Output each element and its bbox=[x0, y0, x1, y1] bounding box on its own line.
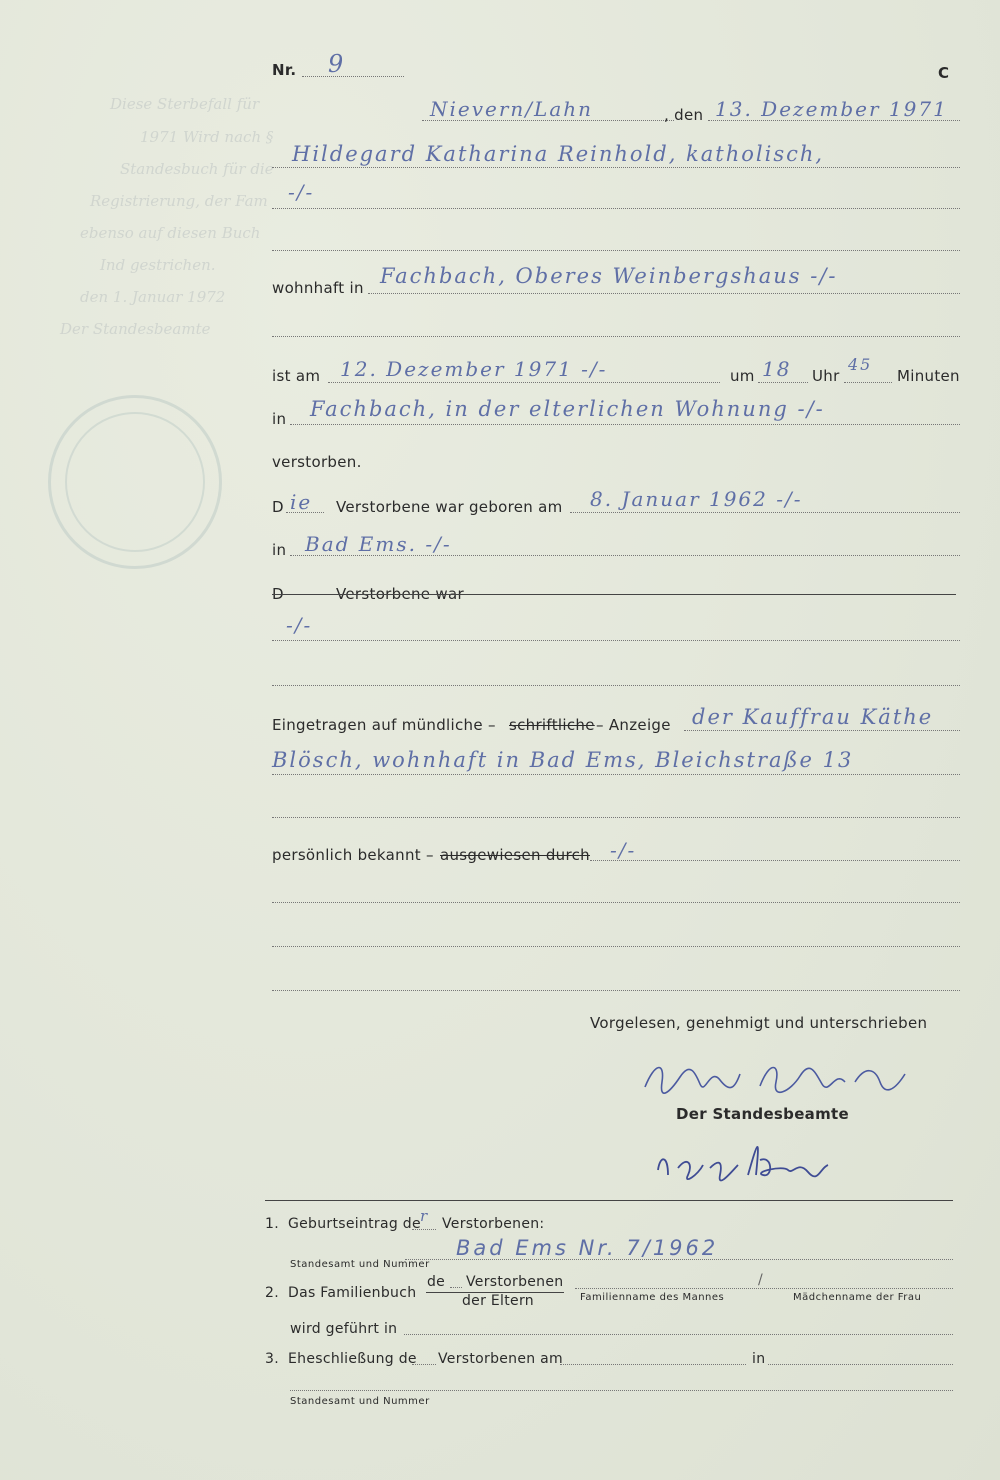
marital-label: Verstorbene war bbox=[336, 585, 464, 603]
registrar-label: Der Standesbeamte bbox=[676, 1105, 849, 1123]
minutes-value: 45 bbox=[848, 355, 873, 374]
note-2-slash: / bbox=[758, 1272, 764, 1288]
birth-prefix: D bbox=[272, 498, 284, 516]
birth-place-value: Bad Ems. -/- bbox=[305, 532, 452, 556]
registration-value-2: Blösch, wohnhaft in Bad Ems, Bleichstraße 13 bbox=[272, 748, 854, 772]
den-label: , den bbox=[664, 106, 704, 124]
marital-line-2 bbox=[272, 640, 960, 641]
note-2-top-de: de bbox=[427, 1274, 446, 1290]
ghost-line-7: den 1. Januar 1972 bbox=[80, 288, 226, 306]
place-value: Nievern/Lahn bbox=[430, 97, 594, 121]
residence-line bbox=[368, 293, 960, 294]
note-3-in-label: in bbox=[752, 1351, 766, 1367]
registration-line-3 bbox=[272, 817, 960, 818]
nr-value: 9 bbox=[328, 50, 346, 78]
note-1-article-line bbox=[412, 1229, 436, 1230]
birth-article-suffix: ie bbox=[290, 490, 313, 514]
informant-underline-3 bbox=[272, 250, 960, 251]
note-3-standesamt-label: Standesamt und Nummer bbox=[290, 1396, 430, 1407]
ghost-line-5: ebenso auf diesen Buch bbox=[80, 224, 261, 242]
read-approved-label: Vorgelesen, genehmigt und unterschrieben bbox=[590, 1014, 928, 1032]
marital-prefix: D bbox=[272, 585, 284, 603]
identification-struck: ausgewiesen durch bbox=[440, 846, 590, 864]
notes-separator bbox=[265, 1200, 953, 1201]
informant-underline-1 bbox=[272, 167, 960, 168]
ghost-line-8: Der Standesbeamte bbox=[60, 320, 211, 338]
death-place-value: Fachbach, in der elterlichen Wohnung -/- bbox=[310, 397, 825, 421]
informant-underline-2 bbox=[272, 208, 960, 209]
note-2-line bbox=[575, 1288, 953, 1289]
registration-struck: schriftliche bbox=[509, 716, 595, 734]
death-date-line bbox=[328, 382, 720, 383]
informant-signature bbox=[640, 1052, 920, 1108]
note-3-number: 3. bbox=[265, 1351, 279, 1367]
hour-value: 18 bbox=[762, 357, 792, 381]
identification-value: -/- bbox=[610, 838, 637, 862]
hour-line bbox=[758, 382, 808, 383]
identification-line-3 bbox=[272, 946, 960, 947]
marital-strike-line bbox=[272, 594, 956, 595]
minutes-line bbox=[844, 382, 892, 383]
birth-date-value: 8. Januar 1962 -/- bbox=[590, 487, 803, 511]
note-2-top-line bbox=[450, 1287, 462, 1288]
informant-line-1: Hildegard Katharina Reinhold, katholisch, bbox=[292, 142, 825, 166]
ghost-line-3: Standesbuch für die bbox=[120, 160, 274, 178]
minuten-label: Minuten bbox=[897, 367, 960, 385]
registration-label: Eingetragen auf mündliche – bbox=[272, 716, 496, 734]
death-date-label: ist am bbox=[272, 367, 321, 385]
death-place-label: in bbox=[272, 410, 287, 428]
ghost-line-1: Diese Sterbefall für bbox=[110, 95, 260, 113]
registration-value-1: der Kauffrau Käthe bbox=[692, 705, 934, 729]
note-1-number: 1. bbox=[265, 1216, 279, 1232]
note-1-label: Geburtseintrag de bbox=[288, 1216, 421, 1232]
uhr-label: Uhr bbox=[812, 367, 840, 385]
note-1-standesamt-label: Standesamt und Nummer bbox=[290, 1259, 430, 1270]
verstorben-label: verstorben. bbox=[272, 453, 362, 471]
note-3-line-2 bbox=[290, 1390, 953, 1391]
identification-line-2 bbox=[272, 902, 960, 903]
note-2-number: 2. bbox=[265, 1285, 279, 1301]
husband-name-label: Familienname des Mannes bbox=[580, 1292, 725, 1303]
note-2-bottom-label: der Eltern bbox=[462, 1293, 534, 1309]
registration-label-b: – Anzeige bbox=[596, 716, 671, 734]
note-3-date-line bbox=[560, 1364, 746, 1365]
note-1-article-suffix: r bbox=[420, 1207, 430, 1225]
marital-line-3 bbox=[272, 685, 960, 686]
nr-line bbox=[302, 76, 404, 77]
note-3-place-line bbox=[768, 1364, 953, 1365]
wife-name-label: Mädchenname der Frau bbox=[793, 1292, 922, 1303]
identification-label: persönlich bekannt – bbox=[272, 846, 434, 864]
note-1-value: Bad Ems Nr. 7/1962 bbox=[456, 1236, 719, 1260]
death-date-value: 12. Dezember 1971 -/- bbox=[340, 357, 608, 381]
note-3-label: Eheschließung de bbox=[288, 1351, 417, 1367]
form-letter: C bbox=[938, 64, 950, 82]
faded-seal-stamp bbox=[48, 395, 222, 569]
note-3-label-2: Verstorbenen am bbox=[438, 1351, 563, 1367]
residence-line-2 bbox=[272, 336, 960, 337]
birth-label: Verstorbene war geboren am bbox=[336, 498, 563, 516]
birth-place-label: in bbox=[272, 541, 287, 559]
informant-line-2: -/- bbox=[288, 180, 315, 204]
note-1-label-2: Verstorbenen: bbox=[442, 1216, 545, 1232]
ghost-line-2: 1971 Wird nach § bbox=[140, 128, 274, 146]
um-label: um bbox=[730, 367, 755, 385]
note-2-top-label: Verstorbenen bbox=[466, 1274, 564, 1290]
date-value: 13. Dezember 1971 bbox=[715, 97, 948, 121]
note-2-cont-label: wird geführt in bbox=[290, 1321, 398, 1337]
death-place-line bbox=[290, 424, 960, 425]
note-2-label: Das Familienbuch bbox=[288, 1285, 417, 1301]
registration-line-1 bbox=[684, 730, 960, 731]
note-2-cont-line bbox=[404, 1334, 953, 1335]
ghost-line-6: Ind gestrichen. bbox=[100, 256, 216, 274]
residence-value: Fachbach, Oberes Weinbergshaus -/- bbox=[380, 264, 838, 288]
registrar-signature bbox=[648, 1130, 838, 1196]
note-3-article-line bbox=[412, 1364, 436, 1365]
registration-line-2 bbox=[272, 774, 960, 775]
residence-label: wohnhaft in bbox=[272, 279, 364, 297]
birth-date-line bbox=[570, 512, 960, 513]
identification-line bbox=[590, 860, 960, 861]
marital-value: -/- bbox=[286, 613, 313, 637]
ghost-line-4: Registrierung, der Fam bbox=[90, 192, 268, 210]
nr-label: Nr. bbox=[272, 61, 297, 79]
note-1-line bbox=[405, 1259, 953, 1260]
identification-line-4 bbox=[272, 990, 960, 991]
